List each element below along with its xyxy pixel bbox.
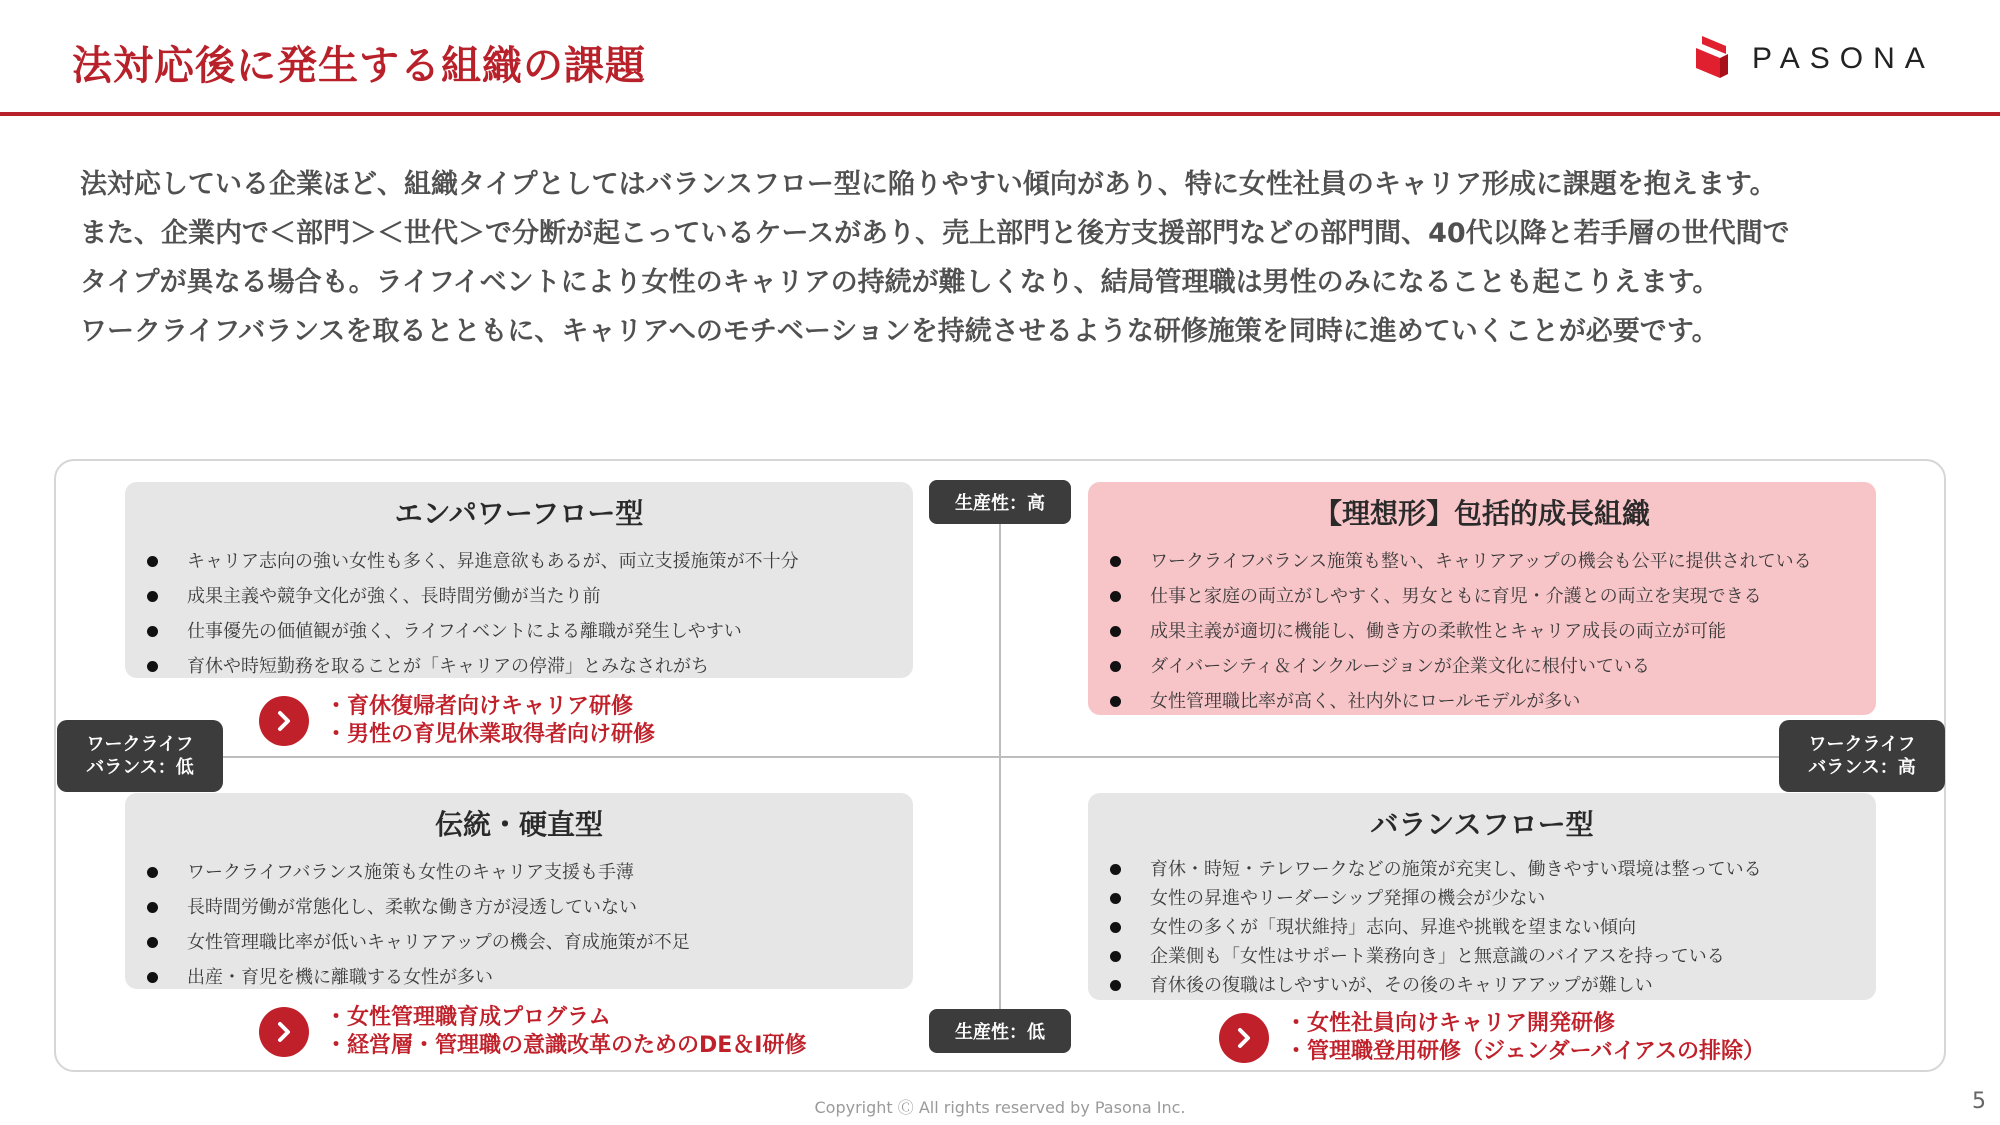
list-item: 育休後の復職はしやすいが、その後のキャリアアップが難しい — [1106, 971, 1858, 1000]
intro-line: ワークライフバランスを取るとともに、キャリアへのモチベーションを持続させるような研修施策を同時に進めていくことが必要です。 — [80, 316, 1719, 347]
axis-label-productivity-high: 生産性：高 — [929, 480, 1071, 524]
quadrant-title: 【理想形】包括的成長組織 — [1313, 497, 1650, 530]
intro-line: 法対応している企業ほど、組織タイプとしてはバランスフロー型に陥りやすい傾向があり、特に女性社員のキャリア形成に課題を抱えます。 — [80, 169, 1777, 200]
action-item: ・男性の育児休業取得者向け研修 — [325, 722, 656, 747]
vertical-axis-line — [999, 510, 1001, 1030]
action-item: ・女性社員向けキャリア開発研修 — [1285, 1011, 1616, 1036]
pasona-logo — [1694, 36, 1935, 82]
quadrant-traditional-rigid — [125, 793, 913, 989]
axis-label-line: バランス：高 — [1808, 757, 1916, 778]
axis-label-line: ワークライフ — [86, 734, 194, 755]
axis-label-line: バランス：低 — [86, 757, 194, 778]
horizontal-axis-line — [222, 756, 1780, 758]
axis-label-line: ワークライフ — [1808, 734, 1916, 755]
quadrant-balance-flow — [1088, 793, 1876, 1000]
list-item: 女性の多くが「現状維持」志向、昇進や挑戦を望まない傾向 — [1106, 913, 1858, 942]
chevron-right-icon — [259, 696, 309, 746]
list-item: キャリア志向の強い女性も多く、昇進意欲もあるが、両立支援施策が不十分 — [143, 544, 895, 579]
list-item: 仕事と家庭の両立がしやすく、男女ともに育児・介護との両立を実現できる — [1106, 579, 1858, 614]
list-item: 仕事優先の価値観が強く、ライフイベントによる離職が発生しやすい — [143, 614, 895, 649]
list-item: 成果主義や競争文化が強く、長時間労働が当たり前 — [143, 579, 895, 614]
list-item: ワークライフバランス施策も整い、キャリアアップの機会も公平に提供されている — [1106, 544, 1858, 579]
list-item: 女性の昇進やリーダーシップ発揮の機会が少ない — [1106, 884, 1858, 913]
quadrant-title: バランスフロー型 — [1370, 808, 1594, 841]
list-item: 成果主義が適切に機能し、働き方の柔軟性とキャリア成長の両立が可能 — [1106, 614, 1858, 649]
list-item: 育休・時短・テレワークなどの施策が充実し、働きやすい環境は整っている — [1106, 855, 1858, 884]
list-item: 女性管理職比率が低いキャリアアップの機会、育成施策が不足 — [143, 925, 895, 960]
chevron-right-icon — [1219, 1013, 1269, 1063]
axis-label-productivity-low: 生産性：低 — [929, 1009, 1071, 1053]
intro-line: タイプが異なる場合も。ライフイベントにより女性のキャリアの持続が難しくなり、結局管理職は男性のみになることも起こりえます。 — [80, 267, 1720, 298]
list-item: 女性管理職比率が高く、社内外にロールモデルが多い — [1106, 684, 1858, 719]
pasona-logo-icon — [1694, 36, 1730, 82]
list-item: 出産・育児を機に離職する女性が多い — [143, 960, 895, 995]
page-number: 5 — [1972, 1089, 1986, 1114]
action-traditional-rigid — [259, 1004, 806, 1060]
list-item: ダイバーシティ＆インクルージョンが企業文化に根付いている — [1106, 649, 1858, 684]
action-item: ・育休復帰者向けキャリア研修 — [325, 694, 634, 719]
logo-text: PASONA — [1752, 42, 1935, 75]
chevron-right-icon — [259, 1007, 309, 1057]
header-divider — [0, 112, 2000, 116]
action-item: ・女性管理職育成プログラム — [325, 1005, 611, 1030]
action-empower-flow — [259, 693, 655, 749]
axis-label-wlb-low — [57, 720, 223, 792]
axis-label-wlb-high — [1779, 720, 1945, 792]
quadrant-inclusive-growth — [1088, 482, 1876, 715]
copyright-text: Copyright Ⓒ All rights reserved by Pasona Inc. — [814, 1098, 1186, 1117]
page-title: 法対応後に発生する組織の課題 — [72, 43, 646, 89]
intro-line: また、企業内で＜部門＞＜世代＞で分断が起こっているケースがあり、売上部門と後方支援部門などの部門間、40代以降と若手層の世代間で — [80, 218, 1790, 249]
list-item: 長時間労働が常態化し、柔軟な働き方が浸透していない — [143, 890, 895, 925]
action-balance-flow — [1219, 1010, 1765, 1066]
list-item: ワークライフバランス施策も女性のキャリア支援も手薄 — [143, 855, 895, 890]
list-item: 企業側も「女性はサポート業務向き」と無意識のバイアスを持っている — [1106, 942, 1858, 971]
quadrant-title: エンパワーフロー型 — [394, 497, 644, 530]
quadrant-empower-flow — [125, 482, 913, 678]
action-item: ・経営層・管理職の意識改革のためのDE＆I研修 — [325, 1033, 807, 1058]
list-item: 育休や時短勤務を取ることが「キャリアの停滞」とみなされがち — [143, 649, 895, 684]
intro-text — [80, 160, 1940, 356]
action-item: ・管理職登用研修（ジェンダーバイアスの排除） — [1285, 1039, 1766, 1064]
quadrant-title: 伝統・硬直型 — [434, 808, 603, 841]
